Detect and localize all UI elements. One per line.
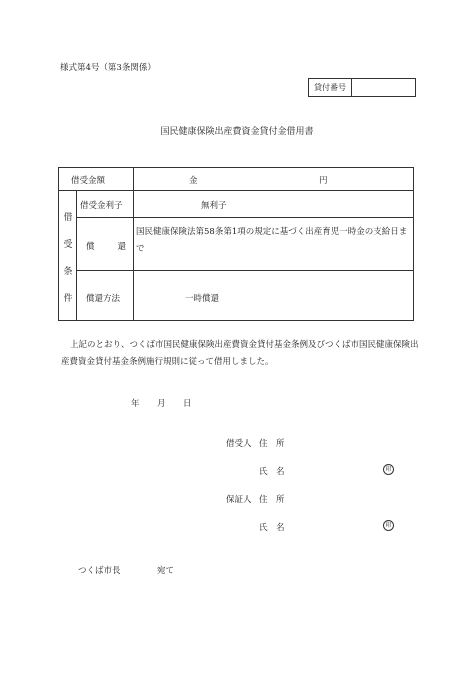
column-divider [76,190,77,320]
loan-number-label: 貸付番号 [309,79,352,96]
row-divider [76,270,413,271]
borrower-address-label: 住 所 [259,439,285,449]
date-day: 日 [183,399,192,409]
statement-text: 上記のとおり、つくば市国民健康保険出産費資金貸付基金条例及びつくば市国民健康保険出産費資金貸付基金条例施行規則に従って借用しました。 [61,340,419,367]
borrower-role: 借受人 [226,439,252,449]
addressee-name: つくば市長 [78,566,121,576]
interest-value: 無利子 [201,201,227,211]
seal-icon: 印 [383,520,394,531]
loan-number-field[interactable] [352,79,415,96]
guarantor-address-label: 住 所 [259,495,285,505]
row-divider [76,217,413,218]
date-year: 年 [131,399,140,409]
method-value: 一時償還 [185,294,220,304]
seal-icon: 印 [383,464,394,475]
amount-label: 借受金額 [71,176,106,186]
borrower-name-label: 氏 名 [259,467,285,477]
guarantor-name-label: 氏 名 [259,523,285,533]
addressee-suffix: 宛て [157,566,175,576]
form-number: 様式第4号（第3条関係） [60,63,156,73]
row-divider [59,190,413,191]
column-divider [133,168,134,320]
amount-unit: 円 [319,176,328,186]
loan-number-box [308,78,416,97]
document-title: 国民健康保険出産費資金貸付金借用書 [160,127,314,137]
repayment-value: 国民健康保険法第58条第1項の規定に基づく出産育児一時金の支給日まで [136,227,408,254]
date-month: 月 [157,399,166,409]
repayment-label: 償 還 [86,242,126,252]
conditions-label: 借 受 条 件 [63,213,73,304]
method-label: 償還方法 [86,294,121,304]
guarantor-role: 保証人 [226,495,252,505]
interest-label: 借受金利子 [80,201,123,211]
loan-terms-table [58,167,414,321]
amount-prefix: 金 [189,176,198,186]
